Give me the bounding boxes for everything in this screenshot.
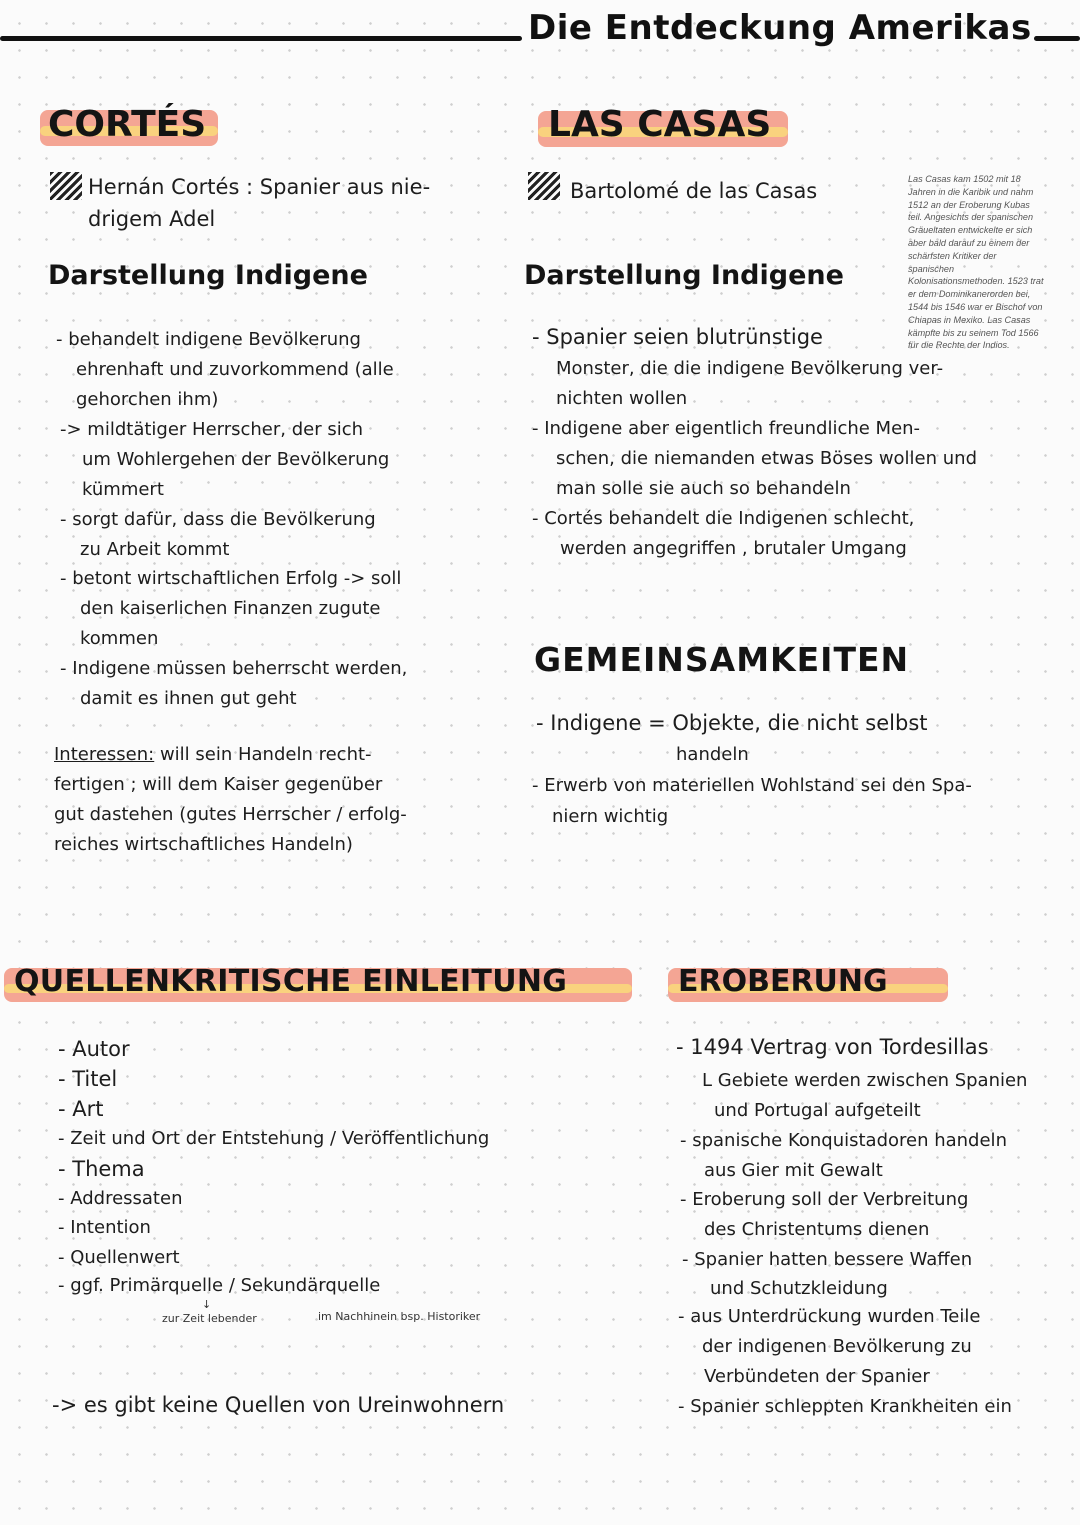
quellenkritik-line: - ggf. Primärquelle / Sekundärquelle — [58, 1275, 381, 1296]
gemeinsamkeiten-line: - Indigene = Objekte, die nicht selbst — [536, 711, 928, 735]
gemeinsamkeiten-heading: GEMEINSAMKEITEN — [534, 640, 910, 679]
lascasas-line: man solle sie auch so behandeln — [556, 478, 851, 499]
quellenkritik-line: - Addressaten — [58, 1188, 183, 1209]
cortes-line: gehorchen ihm) — [76, 389, 219, 410]
lascasas-person: Bartolomé de las Casas — [570, 179, 818, 203]
lascasas-line: - Indigene aber eigentlich freundliche Men- — [532, 418, 921, 439]
lascasas-line: schen, die niemanden etwas Böses wollen und — [556, 448, 977, 469]
eroberung-line: Verbündeten der Spanier — [704, 1366, 930, 1387]
gemeinsamkeiten-line: niern wichtig — [552, 806, 669, 827]
cortes-line: ehrenhaft und zuvorkommend (alle — [76, 359, 394, 380]
page-title: Die Entdeckung Amerikas — [528, 8, 1032, 48]
lascasas-line: nichten wollen — [556, 388, 688, 409]
quellenkritik-line: - Titel — [58, 1067, 118, 1091]
annotation-primary: zur Zeit lebender — [162, 1312, 257, 1325]
cortes-line: - behandelt indigene Bevölkerung — [56, 329, 361, 350]
gemeinsamkeiten-line: - Erwerb von materiellen Wohlstand sei den Spa- — [532, 775, 972, 796]
cortes-line: - sorgt dafür, dass die Bevölkerung — [60, 509, 376, 530]
eroberung-line: des Christentums dienen — [704, 1219, 930, 1240]
cortes-interests-line: fertigen ; will dem Kaiser gegenüber — [54, 774, 383, 795]
quellenkritik-heading: QUELLENKRITISCHE EINLEITUNG — [14, 964, 568, 999]
eroberung-heading: EROBERUNG — [678, 964, 888, 999]
cortes-line: den kaiserlichen Finanzen zugute — [80, 598, 381, 619]
quellenkritik-footer: -> es gibt keine Quellen von Ureinwohnern — [52, 1393, 505, 1417]
eroberung-line: und Schutzkleidung — [710, 1278, 888, 1299]
eroberung-line: der indigenen Bevölkerung zu — [702, 1336, 972, 1357]
cortes-heading: CORTÉS — [48, 104, 207, 145]
title-rule-left — [0, 36, 522, 41]
eroberung-line: - Spanier schleppten Krankheiten ein — [678, 1396, 1012, 1417]
eroberung-line: - aus Unterdrückung wurden Teile — [678, 1306, 981, 1327]
quellenkritik-line: - Art — [58, 1097, 104, 1121]
quellenkritik-line: - Intention — [58, 1217, 151, 1238]
lascasas-line: - Spanier seien blutrünstige — [532, 325, 823, 349]
eroberung-line: aus Gier mit Gewalt — [704, 1160, 883, 1181]
lascasas-subheading: Darstellung Indigene — [524, 260, 844, 291]
eroberung-line: - Spanier hatten bessere Waffen — [682, 1249, 973, 1270]
quellenkritik-line: - Autor — [58, 1037, 130, 1061]
gemeinsamkeiten-line: handeln — [676, 744, 749, 765]
eroberung-line: - 1494 Vertrag von Tordesillas — [676, 1035, 989, 1059]
lascasas-line: - Cortés behandelt die Indigenen schlecht, — [532, 508, 915, 529]
cortes-person-line1: Hernán Cortés : Spanier aus nie- — [88, 175, 431, 199]
lascasas-line: werden angegriffen , brutaler Umgang — [560, 538, 907, 559]
cortes-line: - betont wirtschaftlichen Erfolg -> soll — [60, 568, 402, 589]
cortes-interests-line1 — [54, 740, 372, 770]
eroberung-line: L Gebiete werden zwischen Spanien — [702, 1070, 1028, 1091]
quellenkritik-line: - Thema — [58, 1157, 145, 1181]
cortes-interests-line: reiches wirtschaftliches Handeln) — [54, 834, 353, 855]
hatch-bullet-cortes — [50, 172, 82, 200]
cortes-line: damit es ihnen gut geht — [80, 688, 297, 709]
cortes-line: zu Arbeit kommt — [80, 539, 230, 560]
cortes-subheading: Darstellung Indigene — [48, 260, 368, 291]
eroberung-line: - spanische Konquistadoren handeln — [680, 1130, 1007, 1151]
quellenkritik-line: - Zeit und Ort der Entstehung / Veröffentlichung — [58, 1128, 490, 1149]
cortes-line: um Wohlergehen der Bevölkerung — [82, 449, 390, 470]
cortes-line: kümmert — [82, 479, 164, 500]
lascasas-biography-note: Las Casas kam 1502 mit 18 Jahren in die Karibik und nahm 1512 an der Eroberung Kubas teil. Angesichts der spanischen Gräueltaten entwickelte er sich aber bald darauf zu einem der schärfsten Kritiker der spanischen Kolonisationsmethoden. 1523 trat er dem Dominikanerorden bei, 1544 bis 1546 war er Bischof von Chiapas in Mexiko. Las Casas kämpfte bis zu seinem Tod 1566 für die Rechte der Indios. — [908, 174, 1044, 351]
cortes-interests-line: gut dastehen (gutes Herrscher / erfolg- — [54, 804, 407, 825]
cortes-line: kommen — [80, 628, 159, 649]
arrow-down-icon: ↓ — [202, 1298, 212, 1311]
title-rule-right — [1034, 36, 1080, 41]
lascasas-line: Monster, die die indigene Bevölkerung ver- — [556, 358, 944, 379]
hatch-bullet-lascasas — [528, 172, 560, 200]
eroberung-line: - Eroberung soll der Verbreitung — [680, 1189, 969, 1210]
annotation-secondary: im Nachhinein bsp. Historiker — [318, 1310, 481, 1323]
cortes-person-line2: drigem Adel — [88, 207, 216, 231]
cortes-line: - Indigene müssen beherrscht werden, — [60, 658, 408, 679]
lascasas-heading: LAS CASAS — [548, 104, 772, 145]
quellenkritik-line: - Quellenwert — [58, 1247, 180, 1268]
interests-text: will sein Handeln recht- — [154, 744, 372, 765]
cortes-line: -> mildtätiger Herrscher, der sich — [60, 419, 364, 440]
eroberung-line: und Portugal aufgeteilt — [714, 1100, 921, 1121]
interests-label: Interessen: — [54, 744, 155, 765]
